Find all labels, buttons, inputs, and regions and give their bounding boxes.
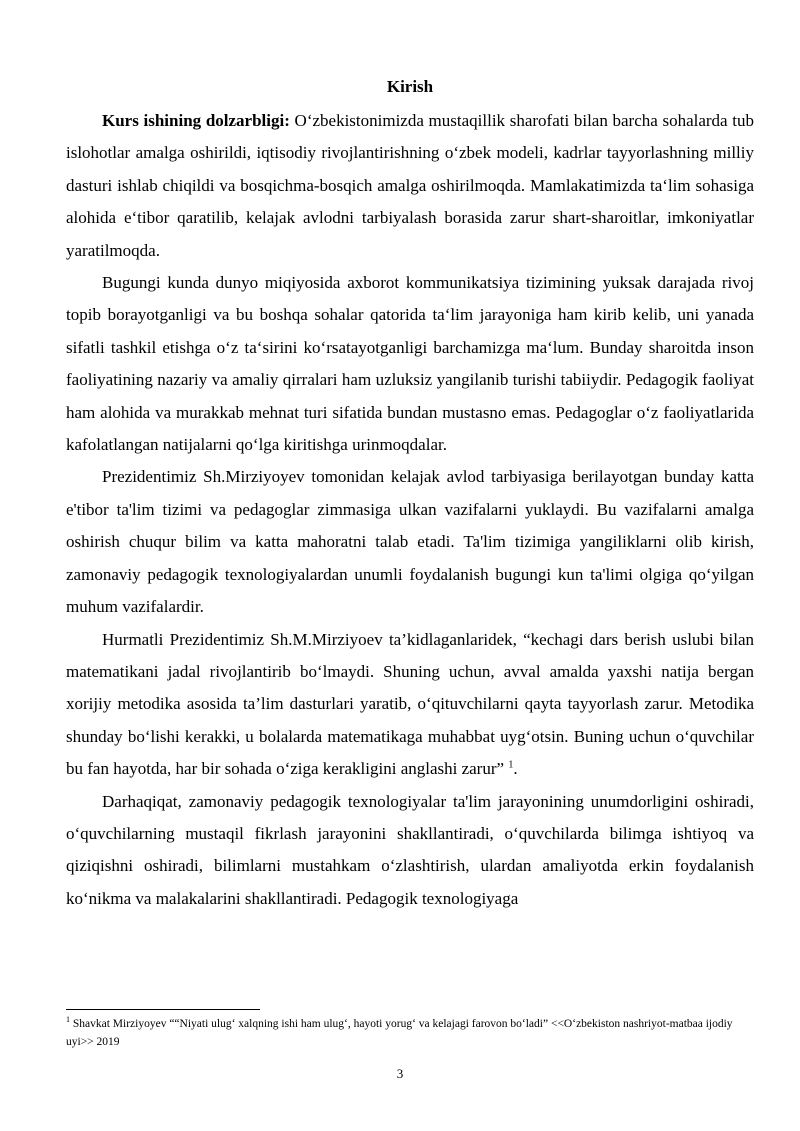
page-number: 3 [396, 1066, 404, 1081]
footnote-text: Shavkat Mirziyoyev ““Niyati ulug‘ xalqning ishi ham ulug‘, hayoti yorug‘ va kelajagi farovon bo‘ladi” <<O‘zbekiston nashriyot-matbaa ijodiy uyi>> 2019 [66, 1018, 733, 1048]
paragraph-1-lead: Kurs ishining dolzarbligi: [102, 111, 290, 130]
footnote [66, 1015, 754, 1051]
paragraph-4-end: . [513, 759, 518, 779]
footnote-mark: 1 [66, 1015, 70, 1025]
footnote-reference[interactable]: 1 [508, 759, 514, 771]
footnote-separator [66, 1009, 260, 1010]
body-text [66, 105, 754, 915]
paragraph-4-text: Hurmatli Prezidentimiz Sh.M.Mirziyoev ta’kidlaganlaridek, “kechagi dars berish uslubi bilan matematikani jadal rivojlantirib bo‘lmaydi. Shuning uchun, avval amalda yaxshi natija bergan xorijiy metodika asosida ta’lim dasturlari yaratib, o‘qituvchilarni qayta tayyorlash zarur. Metodika shunday bo‘lishi kerakki, u bolalarda matematikaga muhabbat uyg‘otsin. Buning uchun o‘quvchilar bu fan hayotda, har bir sohada o‘ziga kerakligini anglashi zarur” [66, 629, 754, 779]
paragraph-4 [66, 624, 754, 786]
paragraph-1 [66, 105, 754, 267]
section-title: Kirish [386, 77, 434, 96]
paragraph-5: Darhaqiqat, zamonaviy pedagogik texnologiyalar ta'lim jarayonining unumdorligini oshiradi, o‘quvchilarning mustaqil fikrlash jarayonini shakllantiradi, o‘quvchilarda bilimga ishtiyoq va qiziqishni oshiradi, bilimlarni mustahkam o‘zlashtirish, ulardan amaliyotda erkin foydalanish ko‘nikma va malakalarini shakllantiradi. Pedagogik texnologiyaga [66, 791, 754, 908]
paragraph-1-text: O‘zbekistonimizda mustaqillik sharofati bilan barcha sohalarda tub islohotlar amalga oshirildi, iqtisodiy rivojlantirishning o‘zbek modeli, kadrlar tayyorlashning milliy dasturi ishlab chiqildi va bosqichma-bosqich amalga oshirilmoqda. Mamlakatimizda ta‘lim sohasiga alohida e‘tibor qaratilib, kelajak avlodni tarbiyalash borasida zarur shart-sharoitlar, imkoniyatlar yaratilmoqda. [66, 111, 754, 260]
paragraph-2: Bugungi kunda dunyo miqiyosida axborot kommunikatsiya tizimining yuksak darajada rivoj topib borayotganligi va bu boshqa sohalar qatorida ta‘lim jarayoniga ham kirib kelib, uni yanada sifatli tashkil etishga o‘z ta‘sirini ko‘rsatayotganligi barchamizga ma‘lum. Bunday sharoitda inson faoliyatining nazariy va amaliy qirralari ham uzluksiz yangilanib turishi tabiiydir. Pedagogik faoliyat ham alohida va murakkab mehnat turi sifatida bundan mustasno emas. Pedagoglar o‘z faoliyatlarida kafolatlangan natijalarni qo‘lga kiritishga urinmoqdalar. [66, 273, 754, 455]
paragraph-3: Prezidentimiz Sh.Mirziyoyev tomonidan kelajak avlod tarbiyasiga berilayotgan bunday katta e'tibor ta'lim tizimi va pedagoglar zimmasiga ulkan vazifalarni yuklaydi. Bu vazifalarni amalga oshirish chuqur bilim va katta mahoratni talab etadi. Ta'lim tizimiga yangiliklarni olib kirish, zamonaviy pedagogik texnologiyalardan unumli foydalanish bugungi kun ta'limi olgiga qo‘yilgan muhum vazifalardir. [66, 467, 754, 617]
